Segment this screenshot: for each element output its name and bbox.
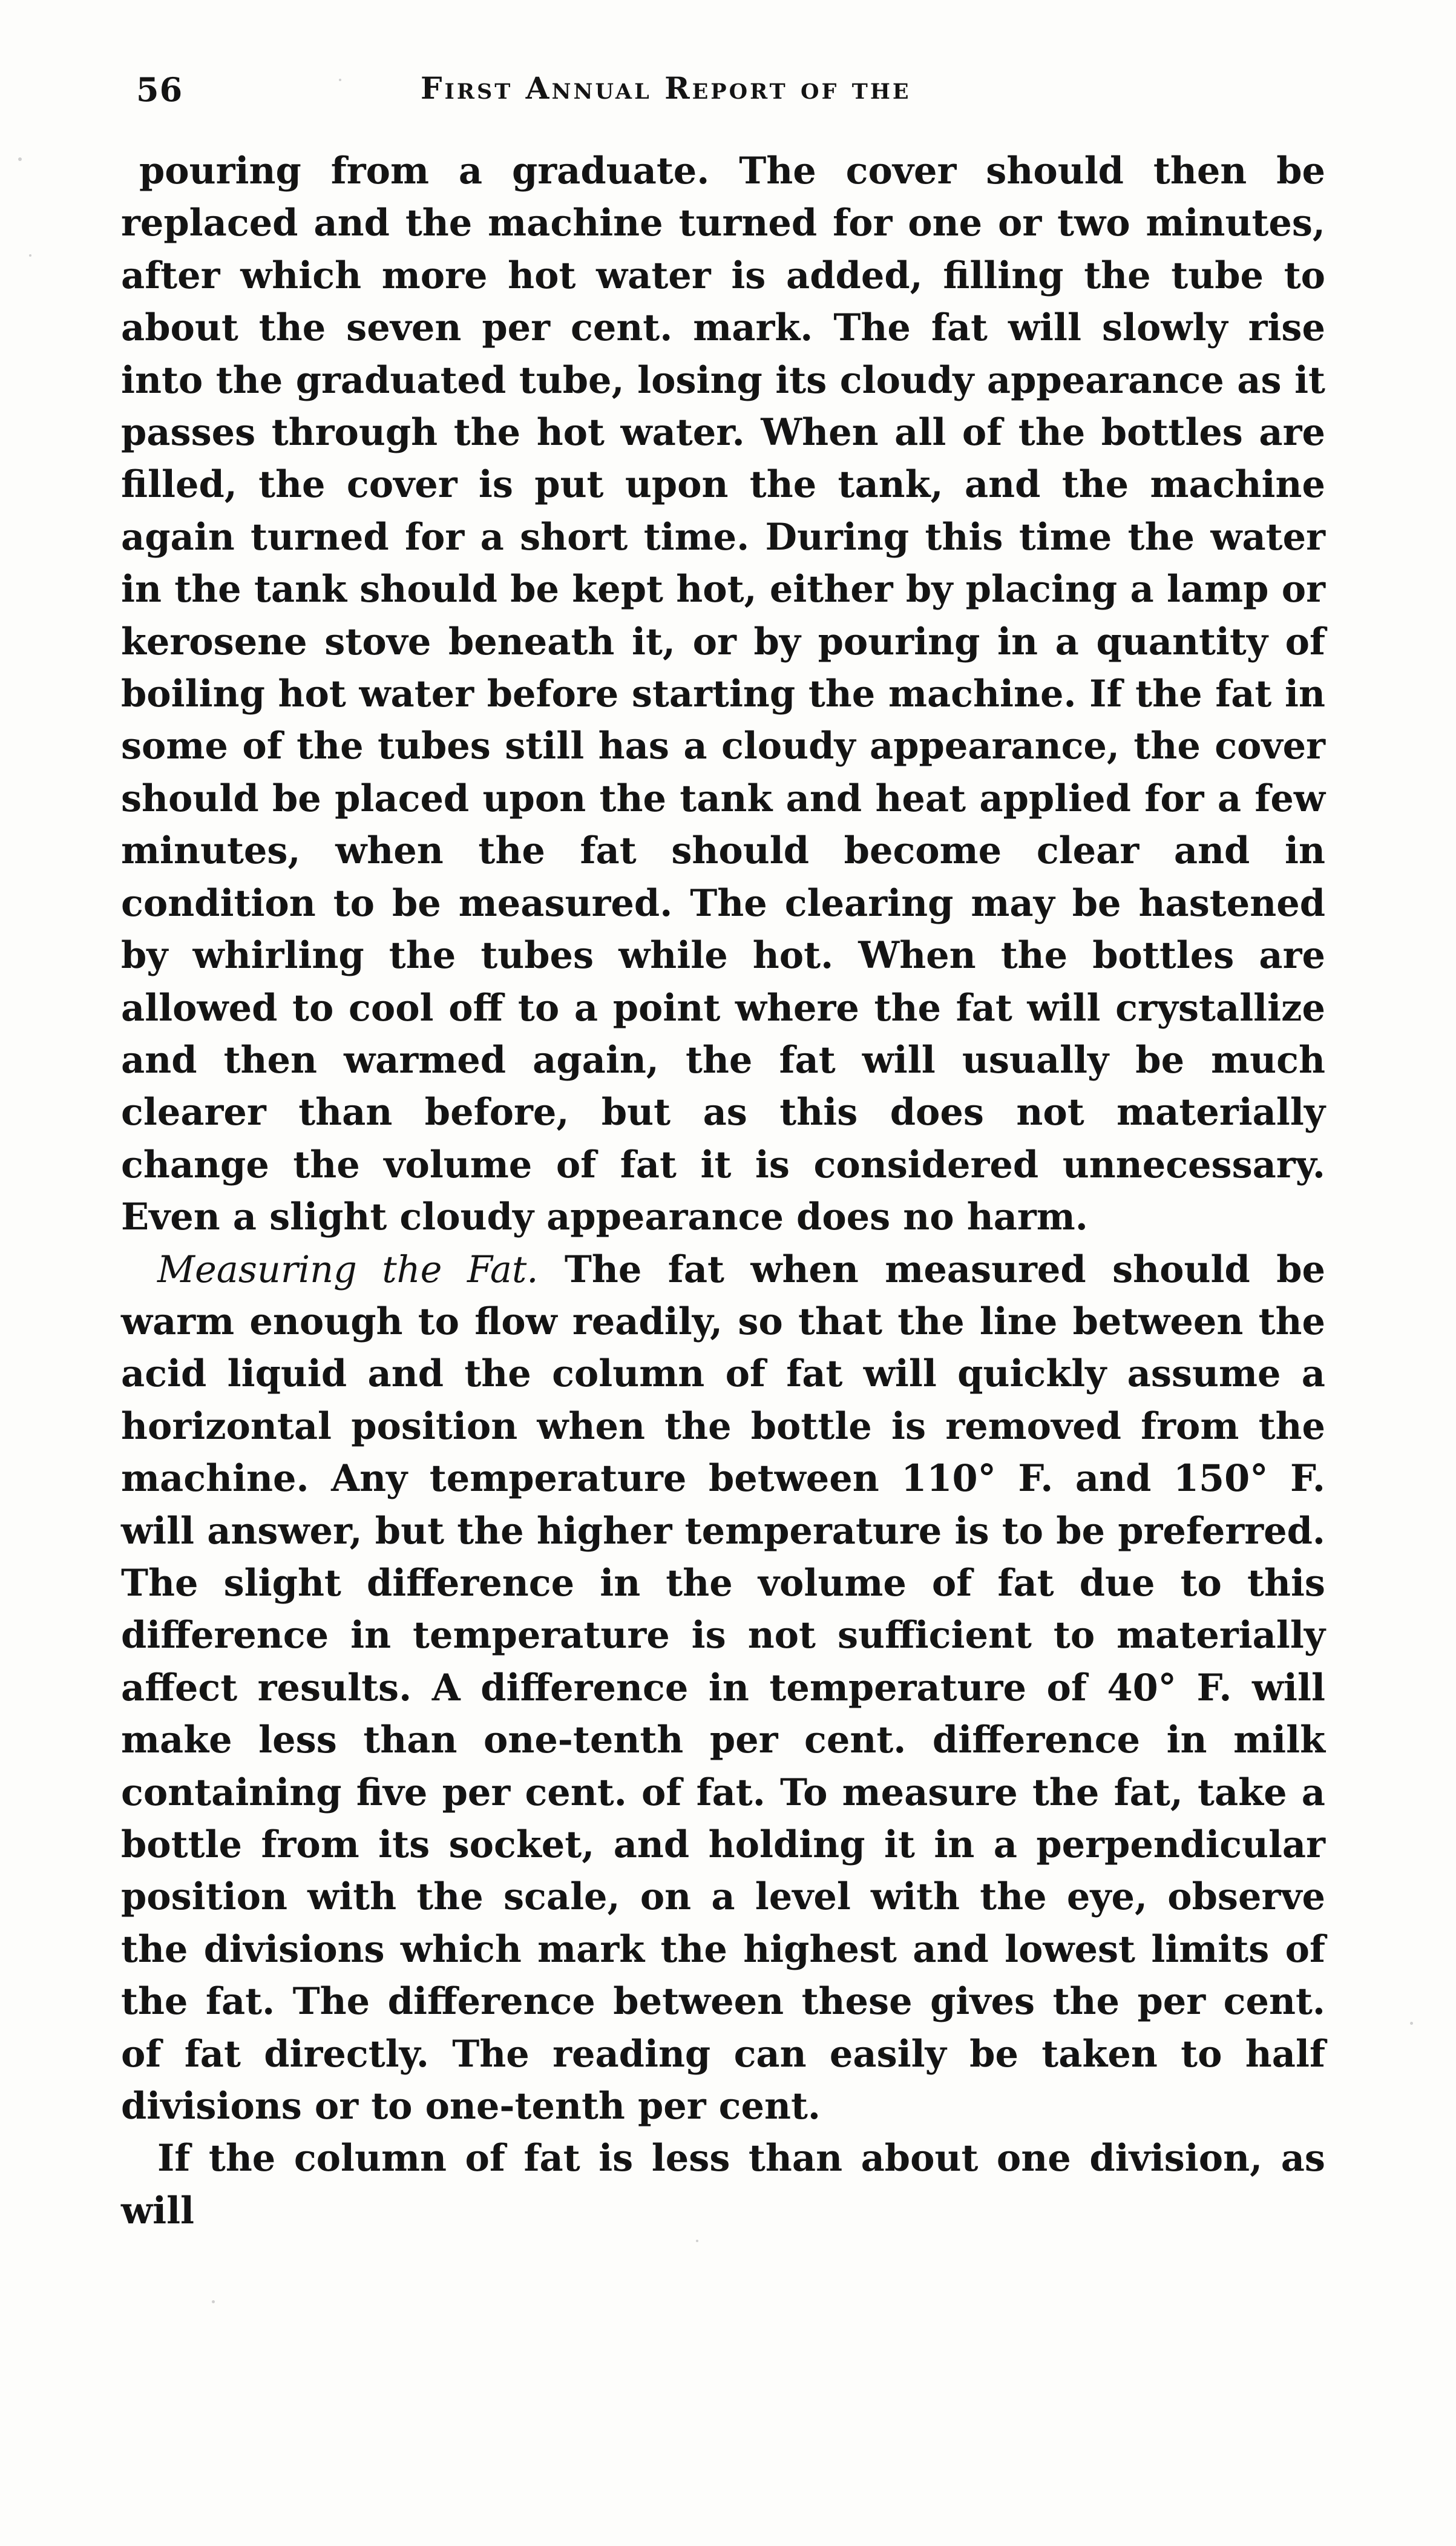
paragraph-text: pouring from a graduate. The cover should then be replaced and the machine turned for one or two minutes, after which more hot water is added, filling the tube to about the seven per cent. mark. The fat will slowly rise into the graduated tube, losing its cloudy appearance as it passes through the hot water. When all of the bottles are filled, the cover is put upon the tank, and the machine again turned for a short time. During this time the water in the tank should be kept hot, either by placing a lamp or kerosene stove beneath it, or by pouring in a quantity of boiling hot water before starting the machine. If the fat in some of the tubes still has a cloudy appearance, the cover should be placed upon the tank and heat applied for a few minutes, when the fat should become clear and in condition to be measured. The clearing may be hastened by whirling the tubes while hot. When the bottles are allowed to cool off to a point where the fat will crystallize and then warmed again, the fat will usually be much clearer than before, but as this does not materially change the volume of fat it is considered unnecessary. Even a slight cloudy appearance does no harm.	[121, 150, 1325, 1239]
paragraph-last	[121, 2133, 1325, 2237]
scan-speck	[339, 79, 341, 81]
section-heading: Measuring the Fat.	[157, 1248, 539, 1291]
page-header	[136, 67, 1244, 115]
paragraph-text: If the column of fat is less than about one division, as will	[121, 2137, 1325, 2232]
scan-speck	[18, 157, 22, 161]
scan-speck	[29, 254, 31, 257]
running-head: First Annual Report of the	[421, 70, 911, 106]
paragraph-measuring-the-fat	[121, 1244, 1325, 2133]
page-number: 56	[136, 70, 183, 109]
paragraph-text: The fat when measured should be warm enough to flow readily, so that the line between the acid liquid and the column of fat will quickly assume a horizontal position when the bottle is removed from the machine. Any temperature between 110° F. and 150° F. will answer, but the higher temperature is to be preferred. The slight difference in the volume of fat due to this difference in temperature is not sufficient to materially affect results. A difference in temperature of 40° F. will make less than one-tenth per cent. difference in milk containing five per cent. of fat. To measure the fat, take a bottle from its socket, and holding it in a perpendicular position with the scale, on a level with the eye, observe the divisions which mark the highest and lowest limits of the fat. The difference between these gives the per cent. of fat directly. The reading can easily be taken to half divisions or to one-tenth per cent.	[121, 1248, 1325, 2128]
scan-speck	[212, 2300, 215, 2303]
scan-speck	[1410, 2022, 1413, 2025]
body-text	[121, 145, 1325, 2237]
scan-speck	[696, 2240, 698, 2242]
paragraph-continued	[121, 145, 1325, 1244]
